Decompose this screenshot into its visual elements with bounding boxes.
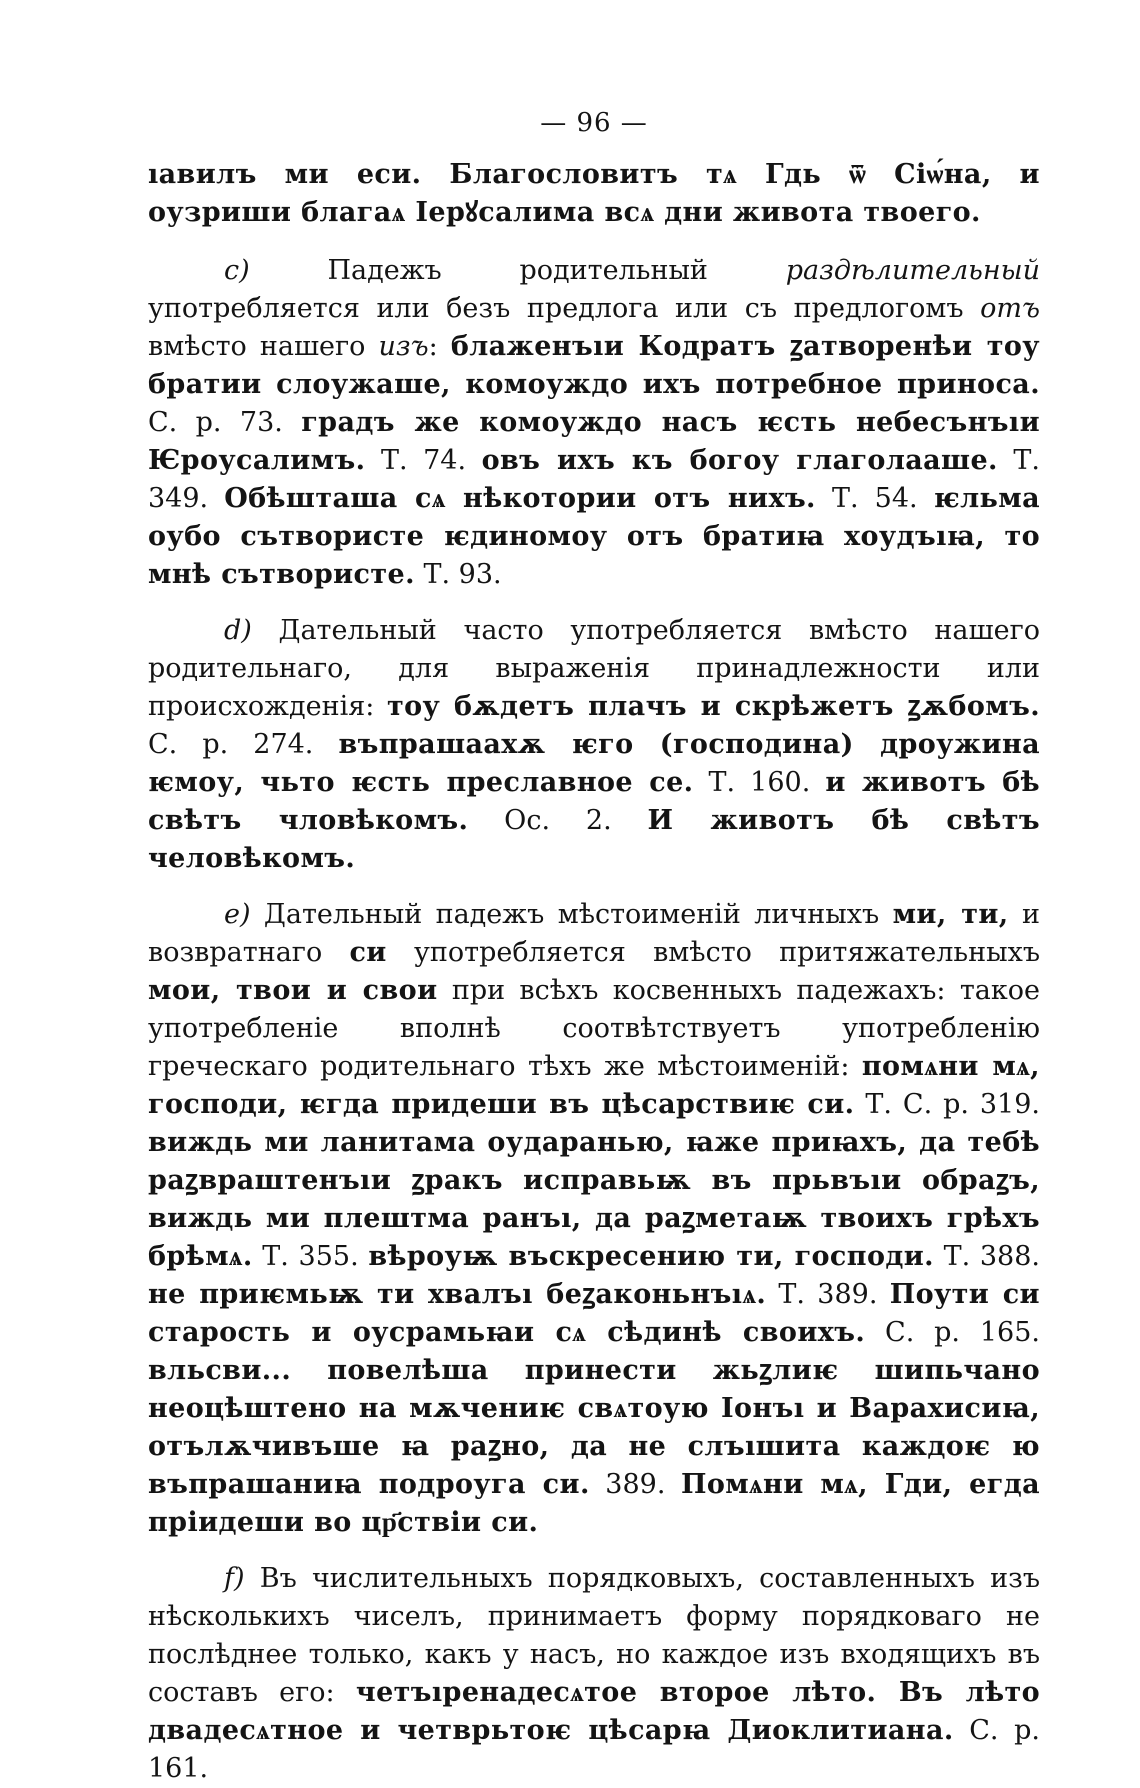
section-marker: c) (224, 255, 250, 286)
body-text: 389. (589, 1469, 681, 1500)
body-text: употребляется вмѣсто притяжательныхъ (386, 937, 1040, 968)
body-text: С. р. 274. (148, 729, 339, 760)
church-slavonic-quote: И животъ бѣ свѣтъ человѣкомъ. (148, 805, 1040, 874)
body-text: Ос. 2. (468, 805, 648, 836)
body-text: при всѣхъ косвенныхъ падежахъ: такое употребленіе вполнѣ соотвѣтствуетъ употребленію греческаго родительнаго тѣхъ же мѣстоименій: (148, 975, 1040, 1082)
italic-term: отъ (980, 293, 1040, 324)
body-text: С. р. 165. (865, 1317, 1040, 1348)
church-slavonic-quote: вльсви... повелѣша принести жьꙁлиѥ шипьчано неоцѣштено на мѫчениѥ свѧтоую Іонъı и Варахисиꙗ, отълѫчивъше ꙗ раꙁно, да не слъıшита каждоѥ ю въпрашаниꙗ подроуга си. (148, 1355, 1040, 1500)
body-text: Т. 389. (766, 1279, 890, 1310)
church-slavonic-quote: мои, твои и свои (148, 975, 438, 1006)
body-text: С. р. 73. (148, 407, 302, 438)
italic-term: изъ (378, 331, 429, 362)
church-slavonic-quote: тоу бѫдетъ плачъ и скрѣжетъ ꙁѫбомъ. (386, 691, 1040, 722)
body-text: Т. С. р. 319. (854, 1089, 1040, 1120)
church-slavonic-quote: въпрашаахѫ ѥго (господина) дроужина ѥмоу, чьто ѥсть преславное се. (148, 729, 1040, 798)
church-slavonic-quote: Обѣшташа сѧ нѣкотории отъ нихъ. (224, 483, 816, 514)
church-slavonic-quote: блаженъıи Кодратъ ꙁатворенѣи тоу братии слоужаше, комоуждо ихъ потребное приноса. (148, 331, 1040, 400)
church-slavonic-quote: градъ же комоуждо насъ ѥсть небесънъıи Ѥроусалимъ. (148, 407, 1040, 476)
section-marker: f) (224, 1563, 245, 1594)
paragraph-e (148, 896, 1040, 1542)
section-marker: d) (224, 615, 252, 646)
body-text: : (428, 331, 451, 362)
body-text: вмѣсто нашего (148, 331, 379, 362)
body-text: Т. 54. (815, 483, 934, 514)
italic-term: раздѣлительный (785, 255, 1040, 286)
body-text: Т. 349. (148, 445, 1040, 514)
body-text: С. р. 161. (148, 1715, 1040, 1784)
paragraph-c (148, 252, 1040, 594)
body-text: Въ числительныхъ порядковыхъ, составленныхъ изъ нѣсколькихъ чиселъ, принимаетъ форму порядковаго не послѣднее только, какъ у насъ, но каждое изъ входящихъ въ составъ его: (148, 1563, 1040, 1708)
church-slavonic-quote: вѣроуѭ въскресению ти, господи. (368, 1241, 934, 1272)
paragraph-intro (148, 156, 1040, 232)
body-text: Т. 160. (693, 767, 826, 798)
church-slavonic-quote: и животъ бѣ свѣтъ чловѣкомъ. (148, 767, 1040, 836)
paragraph-f (148, 1560, 1040, 1788)
church-slavonic-quote: виждь ми ланитама оударанью, ꙗже приꙗхъ, да тебѣ раꙁвраштенъıи ꙁракъ исправьѭ въ прьвъıи обраꙁъ, виждь ми плештма ранъı, да раꙁметаѭ твоихъ грѣхъ брѣмѧ. (148, 1127, 1040, 1272)
church-slavonic-quote: четъıренадесѧтое второе лѣто. Въ лѣто двадесѧтное и четврьтоѥ цѣсарꙗ Диоклитиана. (148, 1677, 1040, 1746)
church-slavonic-quote: овъ ихъ къ богоу глаголааше. (481, 445, 998, 476)
body-text: Дательный часто употребляется вмѣсто нашего родительнаго, для выраженія принадлежности или происхожденія: (148, 615, 1040, 722)
body-text: Дательный падежъ мѣстоименій личныхъ (250, 899, 893, 930)
body-text: Т. 388. (933, 1241, 1040, 1272)
body-text: употребляется или безъ предлога или съ предлогомъ (148, 293, 981, 324)
paragraph-d (148, 612, 1040, 878)
body-text: Т. 355. (252, 1241, 369, 1272)
church-slavonic-quote: си (349, 937, 387, 968)
section-marker: e) (224, 899, 251, 930)
page-number: — 96 — (540, 108, 648, 138)
body-text: Т. 74. (365, 445, 482, 476)
church-slavonic-quote: Поути си старость и оусрамьꙗи сѧ сѣдинѣ своихъ. (148, 1279, 1040, 1348)
body-text: Падежъ родительный (249, 255, 786, 286)
church-slavonic-quote: ѥльма оубо сътвористе ѥдиномоу отъ братиꙗ хоудъıꙗ, то мнѣ сътвористе. (148, 483, 1041, 590)
body-text: Т. 93. (414, 559, 502, 590)
church-slavonic-quote: ми, ти, (892, 899, 1009, 930)
church-slavonic-quote: помѧни мѧ, господи, ѥгда придеши въ цѣсарствиѥ си. (148, 1051, 1040, 1120)
church-slavonic-quote: не приѥмьѭ ти хвалъı беꙁаконьнъıѧ. (148, 1279, 767, 1310)
body-text: и возвратнаго (148, 899, 1040, 968)
church-slavonic-quote: ıавилъ ми еси. Благословитъ тѧ Гдь ѿ Сіѡ́на, и оузриши благаѧ Іерꙋсалима всѧ дни живота твоего. (148, 159, 1040, 228)
church-slavonic-quote: Помѧни мѧ, Гди, егда пріидеши во цр҃ствіи си. (148, 1469, 1040, 1538)
